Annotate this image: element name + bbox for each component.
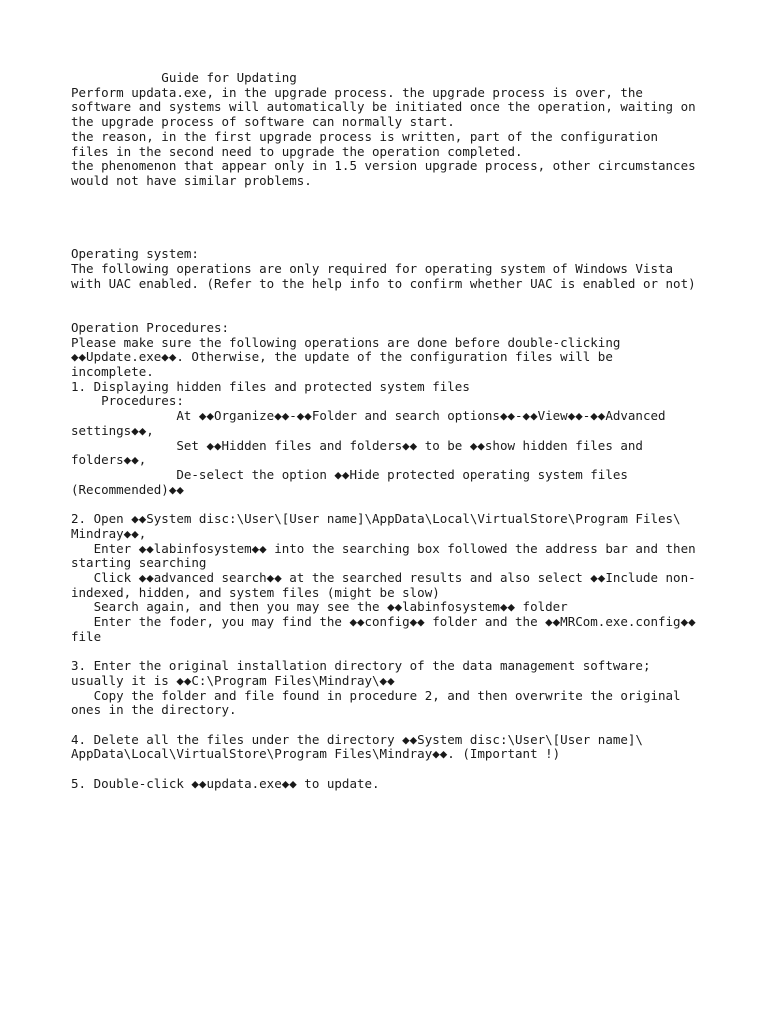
step2-line: Click ◆◆advanced search◆◆ at the searched results and also select ◆◆Include non- (71, 569, 696, 585)
procedures-line: incomplete. (71, 364, 154, 380)
intro-line: software and systems will automatically be initiated once the operation, waiting on (71, 99, 696, 115)
step3-line: ones in the directory. (71, 702, 237, 718)
document-body (71, 71, 711, 791)
step1-line: Procedures: (71, 393, 184, 409)
step2-line: file (71, 628, 102, 644)
intro-line: the reason, in the first upgrade process is written, part of the configuration (71, 128, 658, 144)
step2-line: Mindray◆◆, (71, 525, 147, 541)
step2-line: indexed, hidden, and system files (might be slow) (71, 584, 440, 600)
intro-line: files in the second need to upgrade the operation completed. (71, 143, 523, 159)
step1-line: De-select the option ◆◆Hide protected operating system files (71, 466, 628, 482)
intro-line: the upgrade process of software can normally start. (71, 114, 455, 130)
step2-line: Search again, and then you may see the ◆◆labinfosystem◆◆ folder (71, 599, 568, 615)
document-title: Guide for Updating (71, 70, 297, 85)
step3-line: usually it is ◆◆C:\Program Files\Mindray\◆◆ (71, 672, 395, 688)
step4-line: AppData\Local\VirtualStore\Program Files\Mindray◆◆. (Important !) (71, 746, 561, 762)
step5-line: 5. Double-click ◆◆updata.exe◆◆ to update. (71, 775, 380, 791)
step1-line: 1. Displaying hidden files and protected system files (71, 378, 470, 394)
step1-line: settings◆◆, (71, 422, 154, 438)
intro-line: would not have similar problems. (71, 172, 312, 188)
step1-line: At ◆◆Organize◆◆-◆◆Folder and search options◆◆-◆◆View◆◆-◆◆Advanced (71, 408, 666, 424)
step2-line: Enter ◆◆labinfosystem◆◆ into the searching box followed the address bar and then (71, 540, 696, 556)
os-heading: Operating system: (71, 246, 199, 262)
step2-line: 2. Open ◆◆System disc:\User\[User name]\AppData\Local\VirtualStore\Program Files\ (71, 511, 681, 527)
step3-line: Copy the folder and file found in procedure 2, and then overwrite the original (71, 687, 681, 703)
intro-line: Perform updata.exe, in the upgrade process. the upgrade process is over, the (71, 84, 643, 100)
step4-line: 4. Delete all the files under the directory ◆◆System disc:\User\[User name]\ (71, 731, 643, 747)
step1-line: Set ◆◆Hidden files and folders◆◆ to be ◆◆show hidden files and (71, 437, 643, 453)
procedures-line: ◆◆Update.exe◆◆. Otherwise, the update of the configuration files will be (71, 349, 613, 365)
procedures-line: Please make sure the following operations are done before double-clicking (71, 334, 621, 350)
step2-line: starting searching (71, 555, 207, 571)
os-line: The following operations are only required for operating system of Windows Vista (71, 261, 674, 277)
step3-line: 3. Enter the original installation directory of the data management software; (71, 658, 651, 674)
step2-line: Enter the foder, you may find the ◆◆config◆◆ folder and the ◆◆MRCom.exe.config◆◆ (71, 614, 696, 630)
step1-line: folders◆◆, (71, 452, 147, 468)
os-line: with UAC enabled. (Refer to the help info to confirm whether UAC is enabled or not) (71, 275, 696, 291)
intro-line: the phenomenon that appear only in 1.5 version upgrade process, other circumstances (71, 158, 696, 174)
step1-line: (Recommended)◆◆ (71, 481, 184, 497)
procedures-heading: Operation Procedures: (71, 319, 230, 335)
